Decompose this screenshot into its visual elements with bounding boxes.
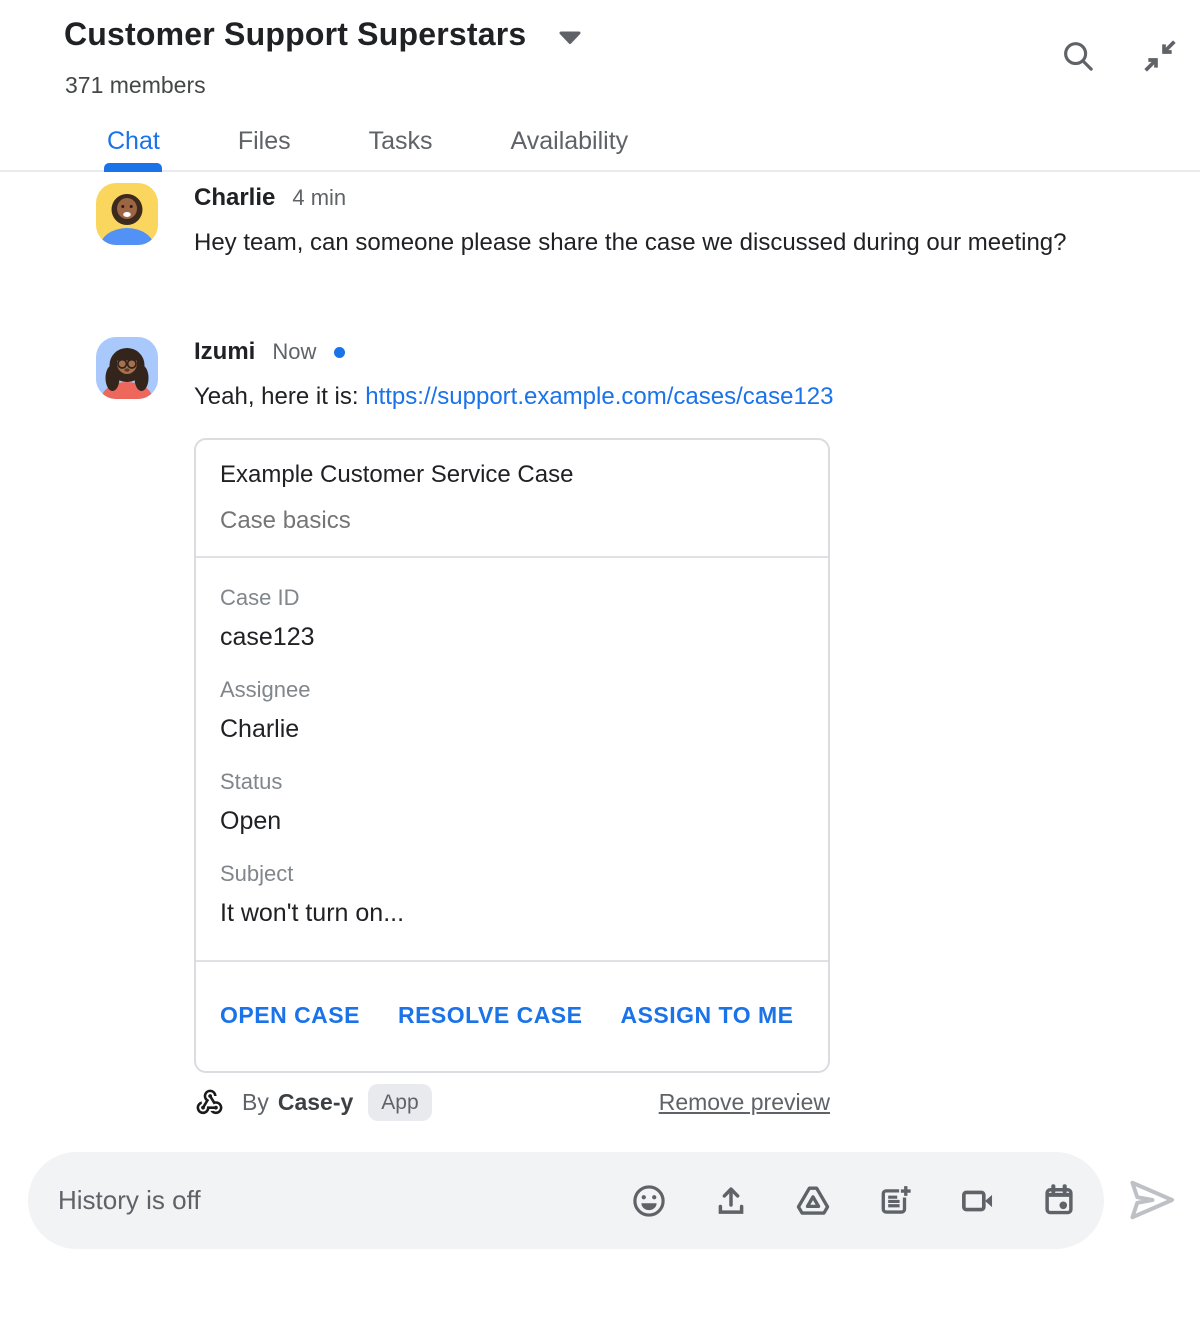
- member-count: 371 members: [65, 72, 206, 98]
- card-title: Example Customer Service Case: [220, 461, 574, 488]
- resolve-case-button[interactable]: RESOLVE CASE: [397, 1002, 583, 1028]
- avatar-izumi[interactable]: [96, 337, 158, 399]
- avatar-charlie[interactable]: [96, 183, 158, 245]
- app-badge: App: [368, 1084, 431, 1121]
- room-header: [0, 0, 1200, 172]
- search-icon[interactable]: [1059, 37, 1097, 80]
- calendar-icon[interactable]: [1040, 1182, 1078, 1220]
- field-assignee: [220, 678, 804, 744]
- drive-icon[interactable]: [794, 1182, 832, 1220]
- card-fields: [196, 558, 828, 962]
- preview-footer: [194, 1084, 830, 1121]
- field-value: Open: [220, 807, 282, 835]
- card-actions: [196, 962, 828, 1071]
- field-label: Assignee: [220, 677, 311, 702]
- field-label: Subject: [220, 861, 294, 886]
- chevron-down-icon[interactable]: [558, 30, 582, 45]
- message-input[interactable]: History is off: [58, 1185, 201, 1215]
- field-subject: [220, 862, 804, 928]
- webhook-icon: [194, 1087, 225, 1118]
- by-label: By: [242, 1089, 269, 1115]
- remove-preview-link[interactable]: Remove preview: [658, 1089, 830, 1115]
- send-icon[interactable]: [1124, 1172, 1180, 1228]
- tab-chat[interactable]: Chat: [107, 127, 160, 170]
- case-preview-card: [194, 438, 830, 1073]
- tab-files[interactable]: Files: [237, 127, 291, 155]
- message-izumi: [96, 337, 833, 417]
- upload-icon[interactable]: [712, 1182, 750, 1220]
- field-label: Status: [220, 769, 283, 794]
- tab-availability[interactable]: Availability: [510, 127, 629, 155]
- message-timestamp: Now: [272, 339, 317, 364]
- message-text: Hey team, can someone please share the case we discussed during our meeting?: [194, 229, 1067, 256]
- message-text: [194, 377, 833, 417]
- meeting-notes-icon[interactable]: [876, 1182, 914, 1220]
- message-author[interactable]: Charlie: [194, 184, 276, 211]
- compose-bar: [28, 1152, 1104, 1249]
- field-value: It won't turn on...: [220, 899, 405, 927]
- app-name: Case-y: [277, 1089, 354, 1115]
- message-timestamp: 4 min: [292, 185, 347, 210]
- field-case-id: [220, 586, 804, 652]
- message-text-prefix: Yeah, here it is:: [194, 383, 366, 410]
- field-value: case123: [220, 623, 315, 651]
- assign-to-me-button[interactable]: ASSIGN TO ME: [620, 1002, 794, 1028]
- tab-bar: [107, 127, 628, 170]
- field-label: Case ID: [220, 585, 300, 610]
- video-call-icon[interactable]: [958, 1182, 996, 1220]
- page-title: Customer Support Superstars: [64, 16, 527, 52]
- tab-tasks[interactable]: Tasks: [368, 127, 433, 155]
- open-case-button[interactable]: OPEN CASE: [220, 1002, 360, 1028]
- field-status: [220, 770, 804, 836]
- unread-presence-dot: [334, 347, 345, 358]
- emoji-icon[interactable]: [630, 1182, 668, 1220]
- message-charlie: [96, 183, 1067, 263]
- collapse-icon[interactable]: [1140, 36, 1180, 81]
- case-link[interactable]: https://support.example.com/cases/case123: [365, 383, 834, 410]
- card-subtitle: Case basics: [220, 507, 351, 534]
- message-author[interactable]: Izumi: [194, 338, 256, 365]
- field-value: Charlie: [220, 715, 300, 743]
- card-header: [196, 440, 828, 558]
